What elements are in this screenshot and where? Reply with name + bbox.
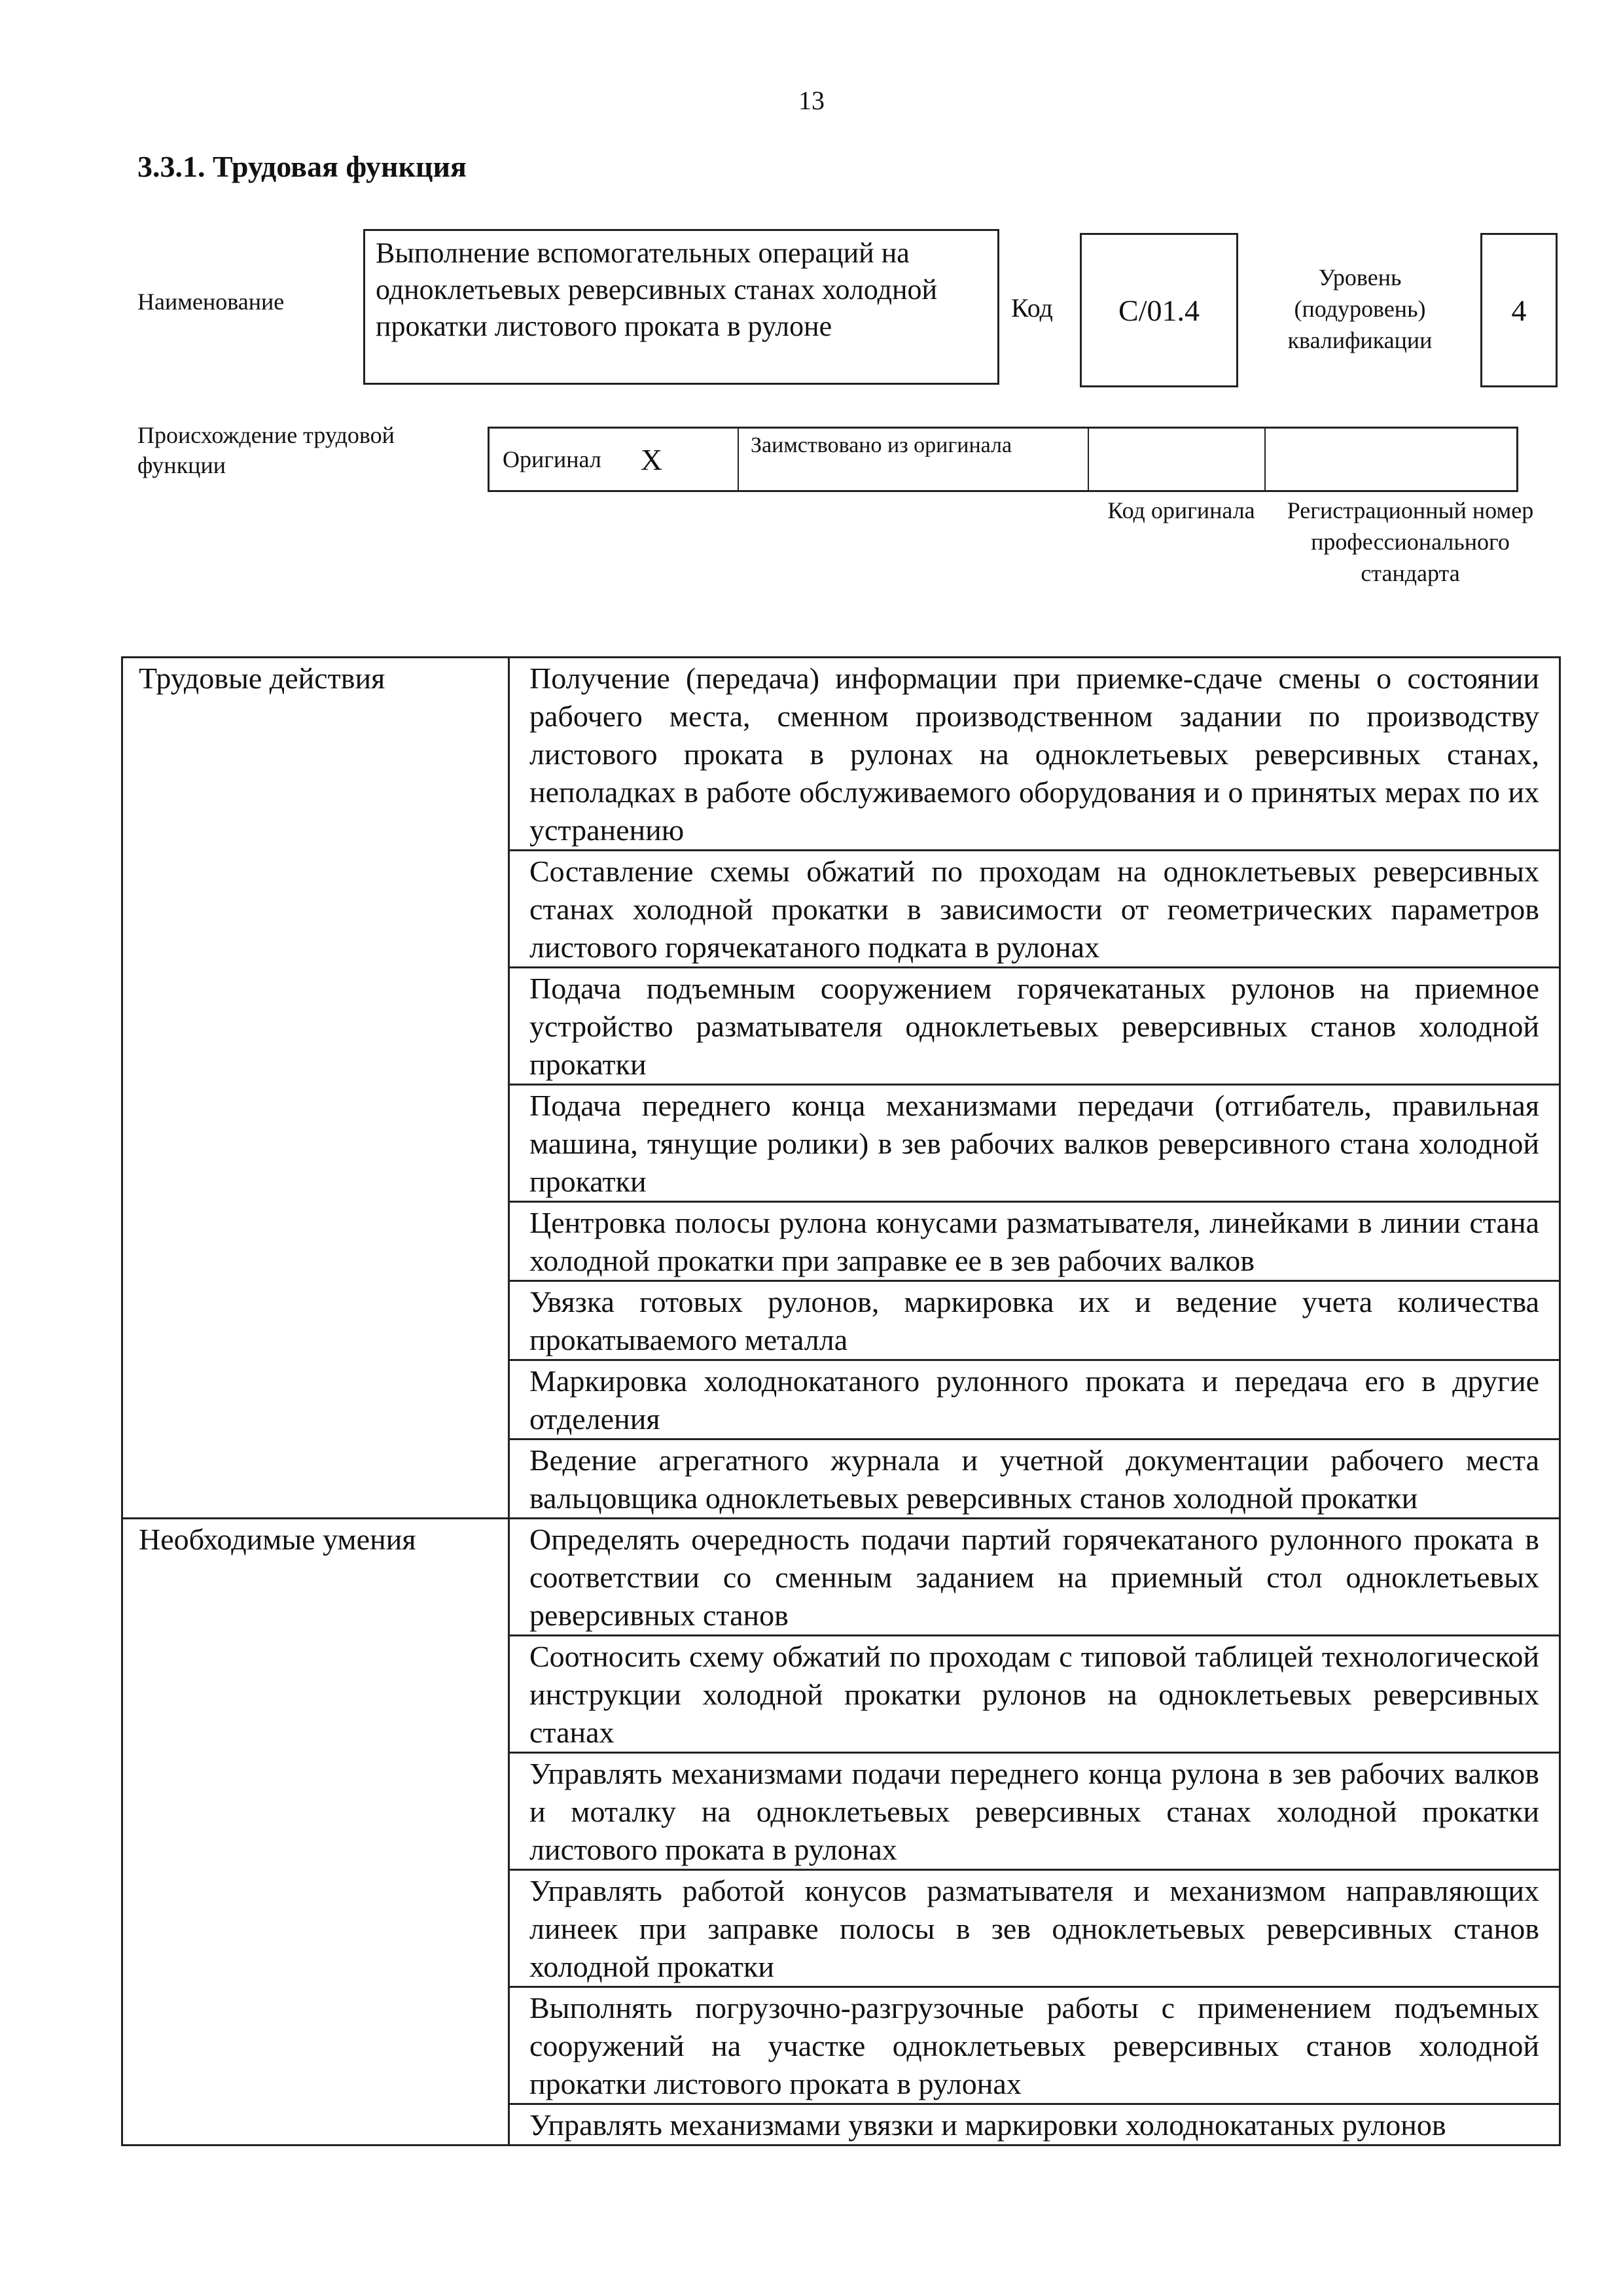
table-row	[122, 658, 1560, 851]
level-value: 4	[1480, 233, 1558, 387]
name-label: Наименование	[137, 289, 285, 315]
labor-action: Подача переднего конца механизмами передачи (отгибатель, правильная машина, тянущие ролики) в зев рабочих валков реверсивного стана холодной прокатки	[509, 1085, 1560, 1202]
required-skill: Управлять механизмами увязки и маркировки холоднокатаных рулонов	[509, 2104, 1560, 2146]
required-skill: Управлять работой конусов разматывателя и механизмом направляющих линеек при заправке полосы в зев одноклетьевых реверсивных станов холодной прокатки	[509, 1870, 1560, 1987]
reg-number-caption: Регистрационный номер профессионального стандарта	[1287, 497, 1534, 586]
code-value: C/01.4	[1080, 233, 1238, 387]
required-skill: Определять очередность подачи партий горячекатаного рулонного проката в соответствии со сменным заданием на приемный стол одноклетьевых реверсивных станов	[509, 1519, 1560, 1636]
origin-borrowed-label: Заимствовано из оригинала	[739, 429, 1089, 490]
table-row	[122, 1519, 1560, 1636]
required-skill: Соотносить схему обжатий по проходам с типовой таблицей технологической инструкции холодной прокатки рулонов на одноклетьевых реверсивных станах	[509, 1636, 1560, 1753]
required-skill: Выполнять погрузочно-разгрузочные работы с применением подъемных сооружений на участке одноклетьевых реверсивных станов холодной прокатки листового проката в рулонах	[509, 1987, 1560, 2104]
labor-action: Составление схемы обжатий по проходам на одноклетьевых реверсивных станах холодной прокатки в зависимости от геометрических параметров листового горячекатаного подката в рулонах	[509, 851, 1560, 968]
origin-mark: X	[640, 442, 663, 476]
name-value: Выполнение вспомогательных операций на одноклетьевых реверсивных станах холодной прокатки листового проката в рулоне	[363, 229, 999, 385]
code-label: Код	[1011, 293, 1053, 323]
original-code-cell	[1089, 429, 1266, 490]
origin-original-label: Оригинал	[503, 446, 601, 472]
section-name: Трудовые действия	[122, 658, 509, 1519]
original-code-caption: Код оригинала	[1107, 497, 1255, 523]
labor-action: Маркировка холоднокатаного рулонного проката и передача его в другие отделения	[509, 1360, 1560, 1439]
origin-row	[488, 427, 1518, 492]
section-name: Необходимые умения	[122, 1519, 509, 2146]
labor-action: Увязка готовых рулонов, маркировка их и ведение учета количества прокатываемого металла	[509, 1281, 1560, 1360]
section-title: 3.3.1. Трудовая функция	[137, 150, 467, 183]
required-skill: Управлять механизмами подачи переднего конца рулона в зев рабочих валков и моталку на одноклетьевых реверсивных станах холодной прокатки листового проката в рулонах	[509, 1753, 1560, 1870]
origin-label: Происхождение трудовой функции	[137, 422, 395, 478]
labor-action: Получение (передача) информации при приемке-сдаче смены о состоянии рабочего места, сменном производственном задании по производству листового проката в рулонах на одноклетьевых реверсивных станах, неполадках в работе обслуживаемого оборудования и о принятых мерах по их устранению	[509, 658, 1560, 851]
labor-action: Подача подъемным сооружением горячекатаных рулонов на приемное устройство разматывателя одноклетьевых реверсивных станов холодной прокатки	[509, 968, 1560, 1085]
page-number: 13	[798, 86, 825, 115]
level-label: Уровень (подуровень) квалификации	[1287, 264, 1433, 353]
reg-number-cell	[1266, 429, 1516, 490]
origin-original-cell	[490, 429, 739, 490]
labor-action: Ведение агрегатного журнала и учетной документации рабочего места вальцовщика одноклетьевых реверсивных станов холодной прокатки	[509, 1439, 1560, 1519]
labor-action: Центровка полосы рулона конусами разматывателя, линейками в линии стана холодной прокатки при заправке ее в зев рабочих валков	[509, 1202, 1560, 1281]
labor-function-table	[121, 656, 1561, 2146]
